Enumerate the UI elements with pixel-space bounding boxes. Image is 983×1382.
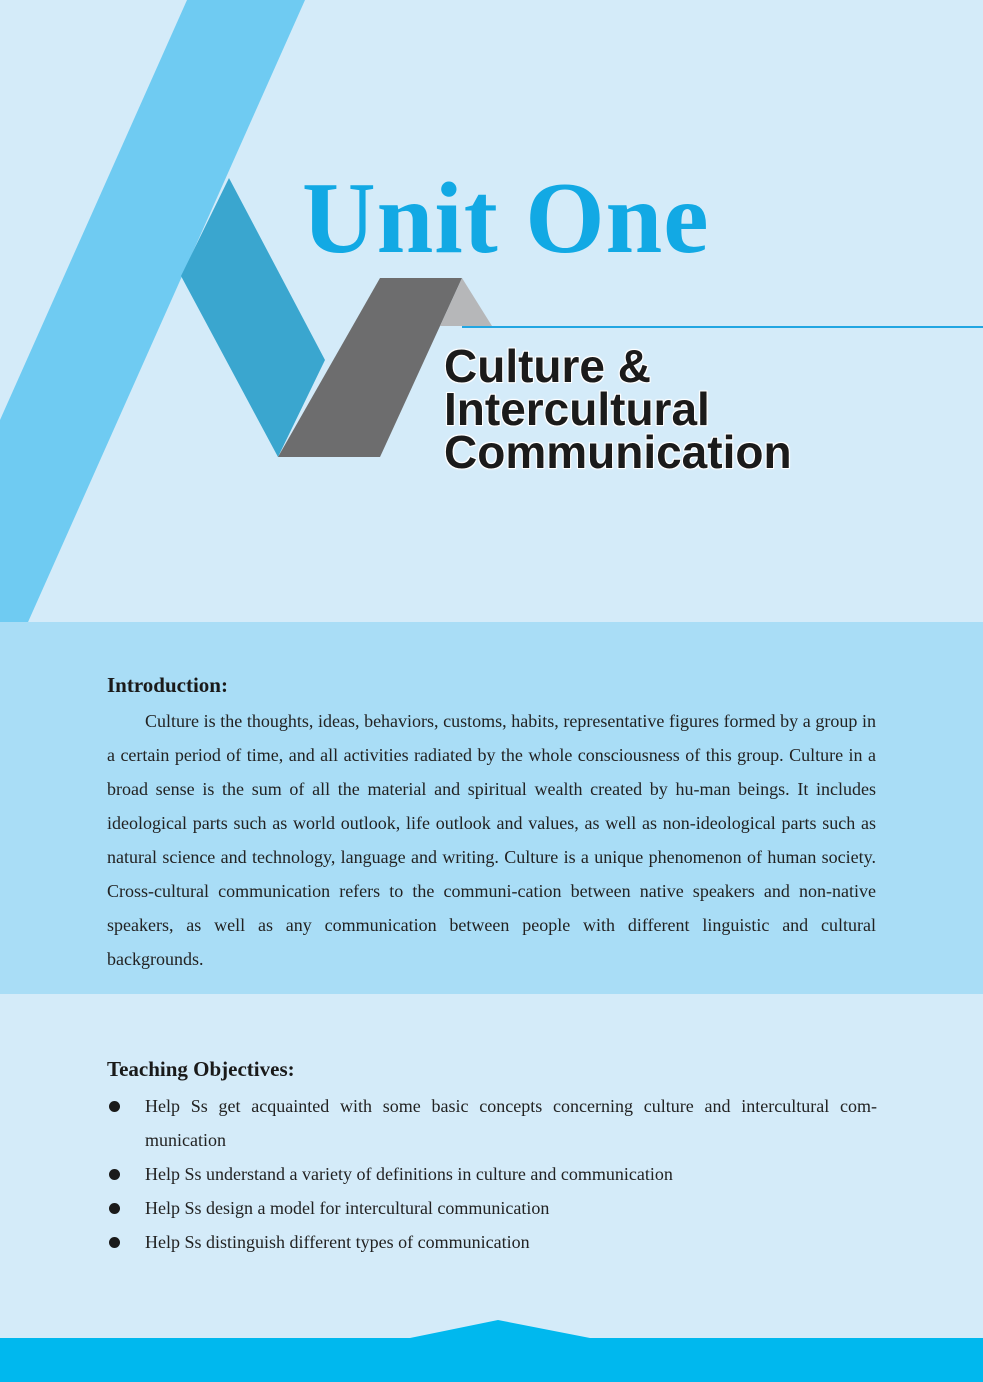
bullet-icon (109, 1101, 120, 1112)
teaching-objectives-list (107, 1089, 877, 1259)
subtitle-line: Intercultural (444, 383, 710, 435)
objective-text: Help Ss get acquainted with some basic concepts concerning culture and intercultural com-munication (145, 1096, 877, 1150)
introduction-text: Culture is the thoughts, ideas, behaviors, customs, habits, representative figures formed by a group in a certain period of time, and all activities radiated by the whole consciousness of this group. Culture in a broad sense is the sum of all the material and spiritual wealth created by hu-man beings. It includes ideological parts such as world outlook, life outlook and values, as well as non-ideological parts such as natural science and technology, language and writing. Culture is a unique phenomenon of human society. Cross-cultural communication refers to the communi-cation between native speakers and non-native speakers, as well as any communication between people with different linguistic and cultural backgrounds. (107, 711, 876, 969)
bullet-icon (109, 1237, 120, 1248)
bullet-icon (109, 1203, 120, 1214)
unit-subtitle (444, 340, 792, 478)
teaching-objectives-heading: Teaching Objectives: (107, 1057, 295, 1081)
footer-band (0, 1318, 983, 1382)
bullet-icon (109, 1169, 120, 1180)
title-rule (462, 326, 983, 328)
objective-item (107, 1191, 877, 1225)
objective-text: Help Ss design a model for intercultural communication (145, 1198, 550, 1218)
objective-text: Help Ss distinguish different types of communication (145, 1232, 530, 1252)
objective-item (107, 1089, 877, 1157)
subtitle-line: Culture & (444, 340, 651, 392)
objective-text: Help Ss understand a variety of definitions in culture and communication (145, 1164, 673, 1184)
unit-title: Unit One (302, 162, 710, 275)
footer-bar (0, 1320, 983, 1382)
objective-item (107, 1157, 877, 1191)
objective-item (107, 1225, 877, 1259)
subtitle-line: Communication (444, 426, 792, 478)
introduction-heading: Introduction: (107, 673, 228, 697)
